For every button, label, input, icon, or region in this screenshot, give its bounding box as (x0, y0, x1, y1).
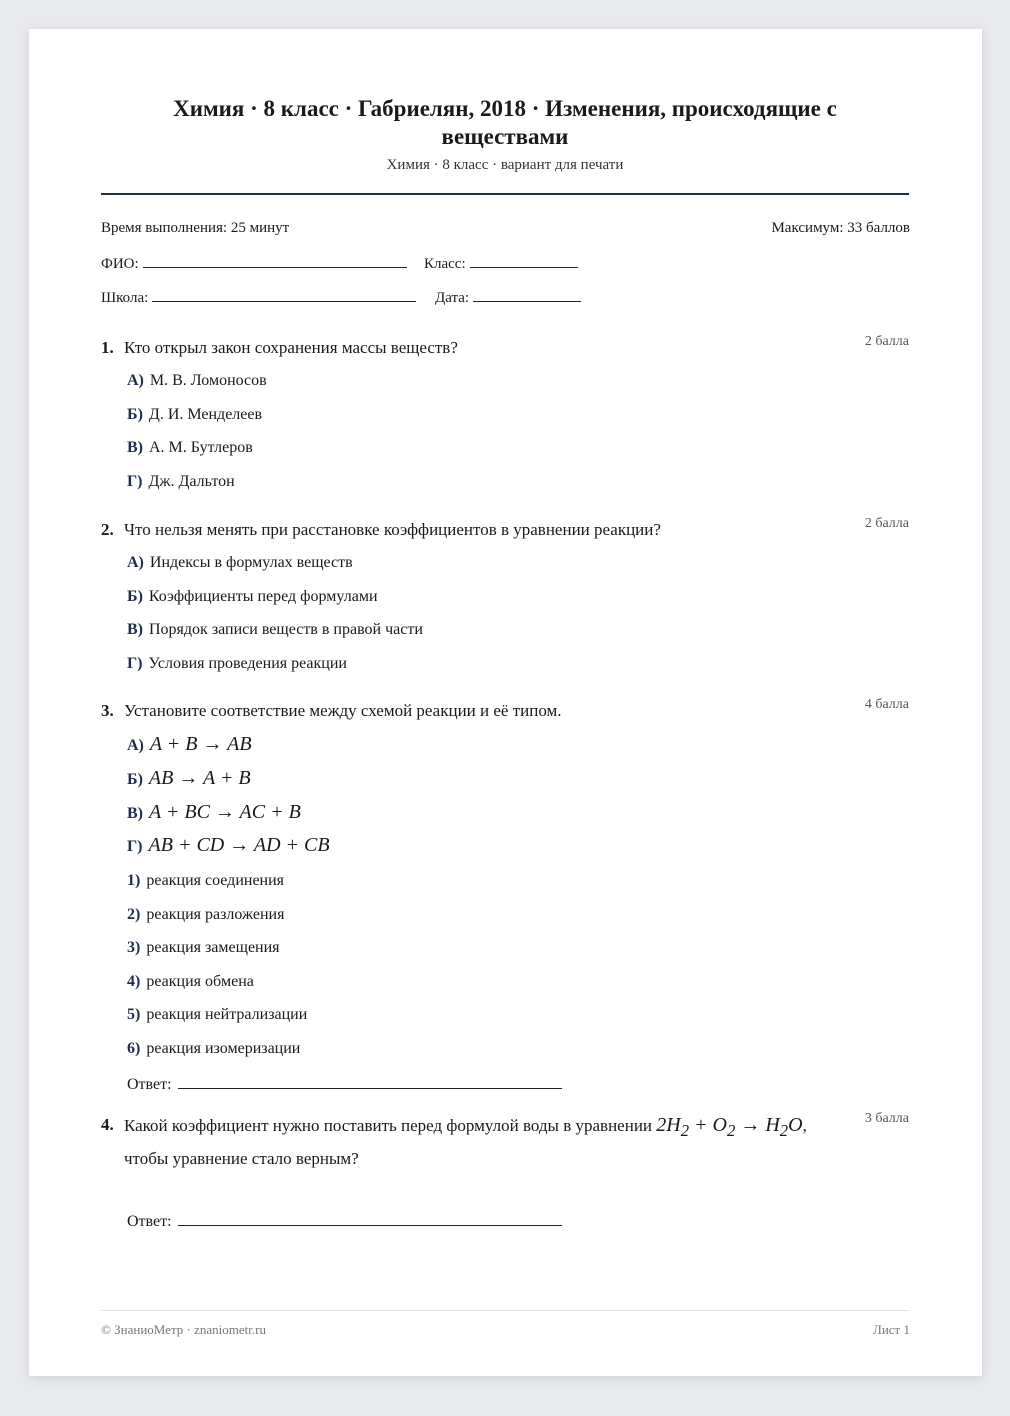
question-text: 1. Кто открыл закон сохранения массы веществ? (101, 334, 814, 362)
school-label: Школа: (101, 290, 149, 306)
time-limit: Время выполнения: 25 минут (101, 220, 290, 236)
footer-copyright: © ЗнаниоМетр · znaniometr.ru (101, 1322, 266, 1337)
page-title: Химия · 8 класс · Габриелян, 2018 · Изменения, происходящие с веществами (173, 96, 837, 149)
question-text: 4. Какой коэффициент нужно поставить перед формулой воды в уравнении $2H_2 + O_2 \to H_2O$, чтобы уравнение стало верным? (101, 1111, 814, 1173)
answer-line[interactable] (178, 1074, 562, 1089)
option[interactable]: А) Индексы в формулах веществ (127, 554, 353, 571)
worksheet-page (29, 29, 982, 1376)
school-field[interactable] (101, 287, 416, 307)
option[interactable]: В) А. М. Бутлеров (127, 439, 253, 456)
question-2 (101, 516, 909, 672)
footer-divider (101, 1310, 909, 1311)
question-points: 2 балла (864, 334, 909, 349)
fio-field[interactable] (101, 253, 407, 273)
answer-label: Ответ: (127, 1076, 172, 1093)
option[interactable]: А) A + B → AB (127, 733, 252, 755)
match-item[interactable]: 4) реакция обмена (127, 973, 254, 990)
date-label: Дата: (435, 290, 470, 306)
question-points: 4 балла (864, 697, 909, 712)
question-number: 3. (101, 701, 114, 720)
fio-label: ФИО: (101, 256, 139, 272)
fio-line[interactable] (143, 253, 407, 268)
option[interactable]: Г) AB + CD → AD + CB (127, 834, 330, 856)
question-1 (101, 334, 909, 490)
reaction-formula: A + BC → AC + B (149, 801, 301, 823)
page-number: Лист 1 (873, 1322, 910, 1337)
match-item[interactable]: 3) реакция замещения (127, 939, 280, 956)
option[interactable]: В) Порядок записи веществ в правой части (127, 621, 423, 638)
reaction-formula: A + B → AB (149, 733, 252, 755)
page-subtitle: Химия · 8 класс · вариант для печати (386, 157, 624, 173)
question-points: 2 балла (864, 516, 909, 531)
question-3 (101, 697, 909, 1093)
answer-line[interactable] (178, 1211, 562, 1226)
answer-label: Ответ: (127, 1213, 172, 1230)
question-number: 2. (101, 520, 114, 539)
option[interactable]: Г) Дж. Дальтон (127, 473, 235, 490)
equation-formula: $2H_2 + O_2 \to H_2O$ (656, 1114, 803, 1140)
option[interactable]: А) М. В. Ломоносов (127, 372, 267, 389)
class-label: Класс: (424, 256, 466, 272)
match-item[interactable]: 1) реакция соединения (127, 872, 285, 889)
reaction-formula: AB → A + B (148, 767, 251, 789)
option[interactable]: В) A + BC → AC + B (127, 801, 301, 823)
match-item[interactable]: 2) реакция разложения (127, 906, 285, 923)
option[interactable]: Г) Условия проведения реакции (127, 655, 347, 672)
option[interactable]: Б) Коэффициенты перед формулами (127, 588, 378, 605)
question-text: 2. Что нельзя менять при расстановке коэффициентов в уравнении реакции? (101, 516, 814, 544)
question-text: 3. Установите соответствие между схемой реакции и её типом. (101, 697, 814, 725)
answer-field[interactable] (127, 1074, 562, 1094)
match-item[interactable]: 5) реакция нейтрализации (127, 1006, 308, 1023)
question-number: 1. (101, 338, 114, 357)
reaction-formula: AB + CD → AD + CB (148, 834, 330, 856)
school-line[interactable] (152, 287, 416, 302)
match-item[interactable]: 6) реакция изомеризации (127, 1040, 301, 1057)
option[interactable]: Б) AB → A + B (127, 767, 251, 789)
answer-field[interactable] (127, 1211, 562, 1231)
question-4 (101, 1111, 909, 1230)
question-number: 4. (101, 1115, 114, 1134)
class-field[interactable] (424, 253, 578, 273)
question-points: 3 балла (864, 1111, 909, 1126)
option[interactable]: Б) Д. И. Менделеев (127, 406, 263, 423)
date-field[interactable] (435, 287, 581, 307)
date-line[interactable] (473, 287, 581, 302)
header-divider (101, 193, 909, 195)
max-score: Максимум: 33 баллов (771, 220, 910, 236)
class-line[interactable] (470, 253, 578, 268)
